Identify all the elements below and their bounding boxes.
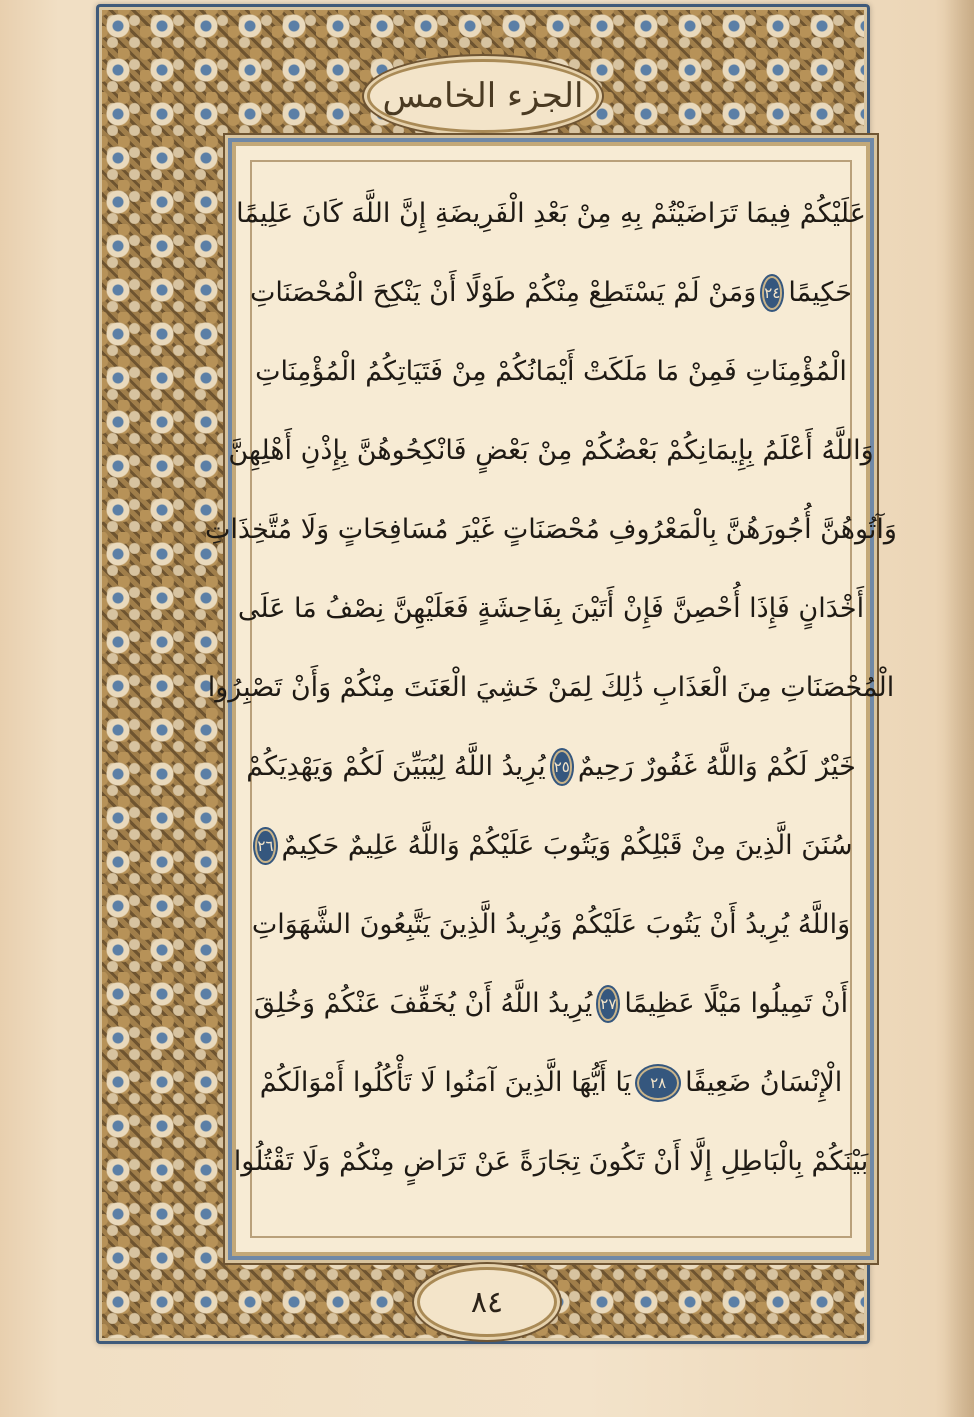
verse-text-segment: حَكِيمًا bbox=[788, 277, 852, 308]
juz-title: الجزء الخامس bbox=[382, 76, 584, 116]
juz-header-cartouche bbox=[370, 62, 596, 130]
page-number-medallion bbox=[420, 1270, 554, 1334]
page-gutter-shadow bbox=[944, 0, 974, 1417]
verse-line bbox=[250, 253, 852, 332]
verse-text: وَمَنْ لَمْ يَسْتَطِعْ مِنْكُمْ طَوْلًا أَنْ يَنْكِحَ الْمُحْصَنَاتِ bbox=[250, 277, 757, 308]
verse-line bbox=[236, 174, 866, 253]
verse-text: يُرِيدُ اللَّهُ أَنْ يُخَفِّفَ عَنْكُمْ وَخُلِقَ bbox=[253, 988, 593, 1019]
verse-text: سُنَنَ الَّذِينَ مِنْ قَبْلِكُمْ وَيَتُوبَ عَلَيْكُمْ وَاللَّهُ عَلِيمٌ حَكِيمٌ bbox=[281, 830, 853, 861]
verse-text: الْمُحْصَنَاتِ مِنَ الْعَذَابِ ذَٰلِكَ لِمَنْ خَشِيَ الْعَنَتَ مِنْكُمْ وَأَنْ تَصْبِرُوا bbox=[207, 672, 895, 703]
verse-text: يَا أَيُّهَا الَّذِينَ آمَنُوا لَا تَأْكُلُوا أَمْوَالَكُمْ bbox=[259, 1067, 632, 1098]
verse-line bbox=[254, 332, 848, 411]
verse-line bbox=[254, 806, 853, 885]
verse-text-segment: الْإِنْسَانُ ضَعِيفًا bbox=[685, 1067, 843, 1098]
verse-text: أَخْدَانٍ فَإِذَا أُحْصِنَّ فَإِنْ أَتَيْنَ بِفَاحِشَةٍ فَعَلَيْهِنَّ نِصْفُ مَا عَلَى bbox=[237, 593, 865, 624]
verse-lines bbox=[205, 174, 897, 1201]
verse-text-segment: خَيْرٌ لَكُمْ وَاللَّهُ غَفُورٌ رَحِيمٌ bbox=[577, 751, 856, 782]
verse-line bbox=[251, 885, 851, 964]
ayah-number-marker: ٢٨ bbox=[639, 1068, 677, 1098]
text-panel bbox=[205, 146, 897, 1252]
verse-line bbox=[254, 964, 848, 1043]
verse-text: وَاللَّهُ أَعْلَمُ بِإِيمَانِكُمْ بَعْضُكُمْ مِنْ بَعْضٍ فَانْكِحُوهُنَّ بِإِذْنِ أَهْلِهِنَّ bbox=[228, 435, 874, 466]
verse-text: عَلَيْكُمْ فِيمَا تَرَاضَيْتُمْ بِهِ مِنْ بَعْدِ الْفَرِيضَةِ إِنَّ اللَّهَ كَانَ عَلِيمًا bbox=[236, 198, 866, 229]
verse-line bbox=[205, 490, 897, 569]
verse-text: بَيْنَكُمْ بِالْبَاطِلِ إِلَّا أَنْ تَكُونَ تِجَارَةً عَنْ تَرَاضٍ مِنْكُمْ وَلَا تَقْتُلُوا bbox=[233, 1146, 869, 1177]
ayah-number-marker: ٢٦ bbox=[257, 831, 273, 861]
verse-text-segment: أَنْ تَمِيلُوا مَيْلًا عَظِيمًا bbox=[624, 988, 849, 1019]
ayah-number-marker: ٢٧ bbox=[600, 989, 616, 1019]
verse-line bbox=[246, 727, 856, 806]
verse-text: الْمُؤْمِنَاتِ فَمِنْ مَا مَلَكَتْ أَيْمَانُكُمْ مِنْ فَتَيَاتِكُمُ الْمُؤْمِنَاتِ bbox=[255, 356, 847, 387]
verse-text: وَاللَّهُ يُرِيدُ أَنْ يَتُوبَ عَلَيْكُمْ وَيُرِيدُ الَّذِينَ يَتَّبِعُونَ الشَّهَوَاتِ bbox=[251, 909, 851, 940]
verse-line bbox=[207, 648, 895, 727]
verse-line bbox=[237, 569, 865, 648]
verse-text: يُرِيدُ اللَّهُ لِيُبَيِّنَ لَكُمْ وَيَهْدِيَكُمْ bbox=[246, 751, 546, 782]
page-number: ٨٤ bbox=[470, 1284, 504, 1320]
verse-line bbox=[254, 1043, 848, 1122]
verse-line bbox=[228, 411, 874, 490]
verse-text: وَآتُوهُنَّ أُجُورَهُنَّ بِالْمَعْرُوفِ مُحْصَنَاتٍ غَيْرَ مُسَافِحَاتٍ وَلَا مُتَّخِذَاتِ bbox=[205, 514, 897, 545]
verse-line bbox=[233, 1122, 869, 1201]
ayah-number-marker: ٢٤ bbox=[764, 278, 780, 308]
ayah-number-marker: ٢٥ bbox=[554, 752, 570, 782]
